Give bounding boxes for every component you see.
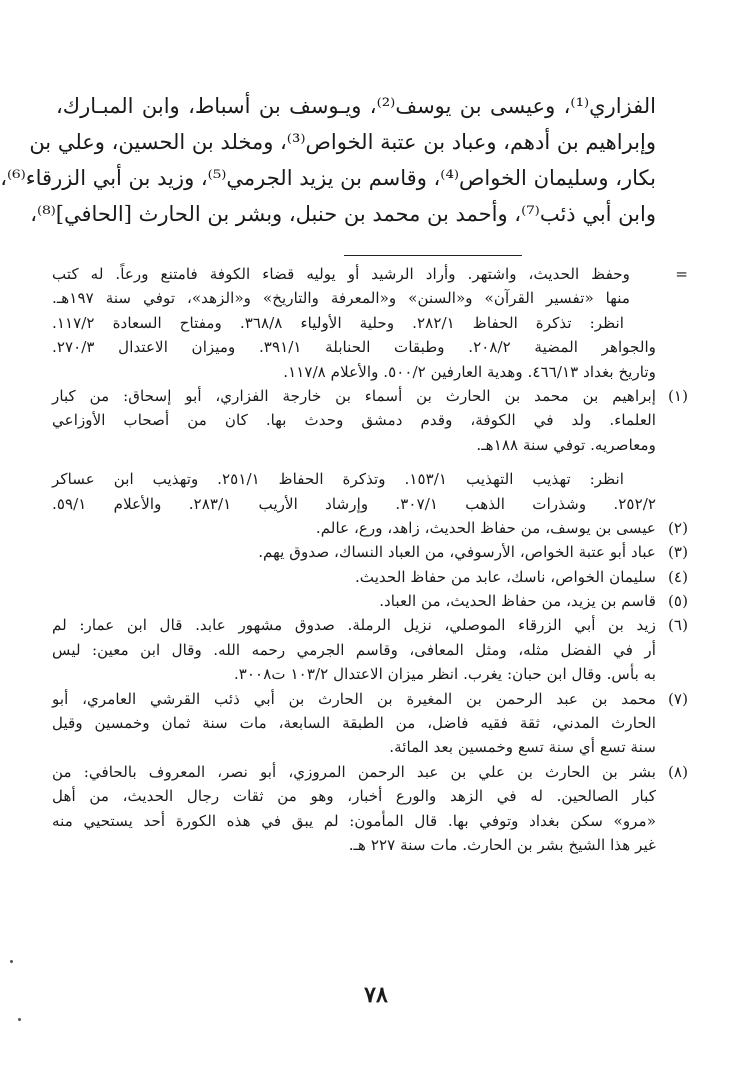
footnote-line: العلماء. ولد في الكوفة، وقدم دمشق وحدث بها. كان من أصحاب الأوزاعي bbox=[52, 411, 656, 430]
footnote-number: (٦) bbox=[667, 616, 688, 635]
footnote-line: أر في الفضل مثله، ومثل المعافى، وقاسم الجرمي رحمه الله. وقال ابن معين: ليس bbox=[52, 640, 656, 659]
footnotes bbox=[52, 262, 688, 857]
footnote-6 bbox=[52, 613, 688, 637]
page-number: ٧٨ bbox=[364, 982, 388, 1008]
footnote-line: وتاريخ بغداد ٤٦٦/١٣. وهدية العارفين ٥٠٠/٢. والأعلام ١١٧/٨. bbox=[283, 362, 656, 381]
footnote-text: سليمان الخواص، ناسك، عابد من حفاظ الحديث. bbox=[354, 567, 656, 586]
footnote-line: سنة تسع أي سنة تسع وخمسين بعد المائة. bbox=[389, 738, 656, 757]
footnote-number: (٧) bbox=[667, 689, 688, 708]
footnote-line: انظر: تذكرة الحفاظ ٢٨٢/١. وحلية الأولياء ٣٦٨/٨. ومفتاح السعادة ١١٧/٢. bbox=[52, 313, 624, 332]
footnote-line: منها «تفسير القرآن» و«السنن» و«المعرفة والتاريخ» و«الزهد»، توفي سنة ١٩٧هـ. bbox=[52, 289, 630, 308]
footnote-line: «مرو» سكن بغداد وتوفي بها. قال المأمون: لم يبق في هذه الكورة أحد يستحيي منه bbox=[52, 811, 656, 830]
footnote-line bbox=[52, 262, 688, 286]
footnote-number: (٤) bbox=[667, 567, 688, 586]
footnote-separator bbox=[344, 255, 522, 256]
scan-speck bbox=[18, 1018, 21, 1021]
scan-speck bbox=[10, 960, 13, 963]
footnote-5 bbox=[52, 589, 688, 613]
footnote-line: والجواهر المضية ٢٠٨/٢. وطبقات الحنابلة ٣٩١/١. وميزان الاعتدال ٢٧٠/٣. bbox=[52, 338, 657, 357]
footnote-4 bbox=[52, 565, 688, 589]
footnote-line: به بأس. وقال ابن حبان: يغرب. انظر ميزان الاعتدال ١٠٣/٢ ت٣٠٠٨. bbox=[233, 665, 656, 684]
footnote-number: (٣) bbox=[667, 543, 688, 562]
main-text bbox=[0, 88, 656, 232]
footnote-text: محمد بن عبد الرحمن بن المغيرة بن الحارث بن أبي ذئب القرشي العامري، أبو bbox=[52, 689, 656, 708]
footnote-line: انظر: تهذيب التهذيب ١٥٣/١. وتذكرة الحفاظ ٢٥١/١. وتهذيب ابن عساكر bbox=[52, 470, 624, 489]
footnote-number: (٢) bbox=[667, 518, 688, 537]
footnote-number: (٥) bbox=[667, 592, 688, 611]
footnote-1 bbox=[52, 384, 688, 408]
footnote-line: ٢٥٢/٢. وشذرات الذهب ٣٠٧/١. وإرشاد الأريب ٢٨٣/١. والأعلام ٥٩/١. bbox=[52, 494, 657, 513]
footnote-number: (٨) bbox=[667, 762, 688, 781]
footnote-text: إبراهيم بن محمد بن الحارث بن أسماء بن خارجة الفزاري، أبو إسحاق: من كبار bbox=[52, 386, 656, 405]
footnote-line: الحارث المدني، ثقة فقيه فاضل، من الطبقة السابعة، مات سنة ثمان وخمسين وقيل bbox=[52, 714, 656, 733]
footnote-text: وحفظ الحديث، واشتهر. وأراد الرشيد أو يوليه قضاء الكوفة فامتنع ورعاً. له كتب bbox=[52, 265, 630, 283]
main-text-line: بكار، وسليمان الخواص⁽⁴⁾، وقاسم بن يزيد الجرمي⁽⁵⁾، وزيد بن أبي الزرقاء⁽⁶⁾، bbox=[0, 166, 656, 190]
footnote-line: ومعاصريه. توفي سنة ١٨٨هـ. bbox=[476, 435, 656, 454]
footnote-line: كبار الصالحين. له في الزهد والورع أخبار، وهو من ثقات رجال الحديث، من أهل bbox=[52, 787, 656, 806]
footnote-8 bbox=[52, 760, 688, 784]
main-text-line: وإبراهيم بن أدهم، وعباد بن عتبة الخواص⁽³⁾، ومخلد بن الحسين، وعلي بن bbox=[29, 130, 656, 154]
footnote-text: عباد أبو عتبة الخواص، الأرسوفي، من العباد النساك، صدوق يهم. bbox=[258, 543, 656, 562]
footnote-2 bbox=[52, 516, 688, 540]
footnote-line: غير هذا الشيخ بشر بن الحارث. مات سنة ٢٢٧ هـ. bbox=[348, 835, 656, 854]
footnote-text: بشر بن الحارث بن علي بن عبد الرحمن المروزي، أبو نصر، المعروف بالحافي: من bbox=[52, 762, 656, 781]
footnote-text: قاسم بن يزيد، من حفاظ الحديث، من العباد. bbox=[379, 592, 656, 611]
footnote-text: زيد بن أبي الزرقاء الموصلي، نزيل الرملة. صدوق مشهور عابد. قال ابن عمار: لم bbox=[52, 616, 656, 635]
footnote-3 bbox=[52, 540, 688, 564]
footnote-number: (١) bbox=[667, 386, 688, 405]
main-text-line: الفزاري⁽¹⁾، وعيسى بن يوسف⁽²⁾، ويـوسف بن أسباط، وابن المبـارك، bbox=[56, 94, 656, 118]
continuation-mark: = bbox=[675, 265, 688, 283]
footnote-text: عيسى بن يوسف، من حفاظ الحديث، زاهد، ورع، عالم. bbox=[315, 518, 656, 537]
main-text-line: وابن أبي ذئب⁽⁷⁾، وأحمد بن محمد بن حنبل، وبشر بن الحارث [الحافي]⁽⁸⁾، bbox=[30, 202, 656, 226]
footnote-7 bbox=[52, 687, 688, 711]
